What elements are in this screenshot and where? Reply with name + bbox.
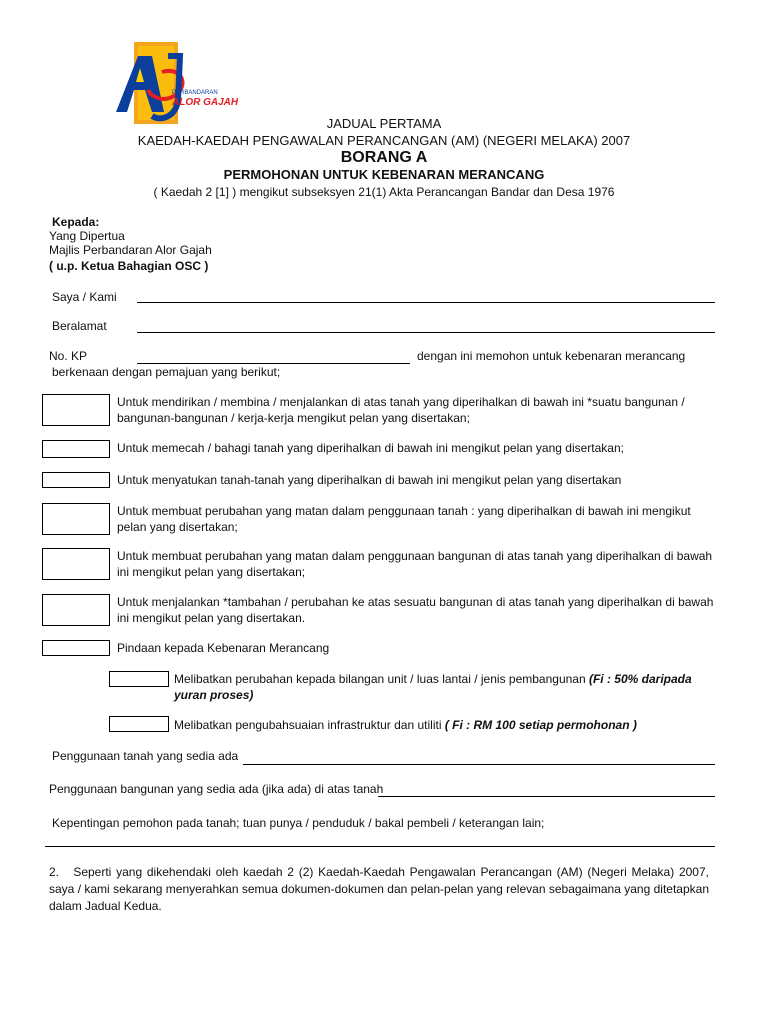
form-heading: PERMOHONAN UNTUK KEBENARAN MERANCANG — [223, 167, 545, 182]
recipient-line3: ( u.p. Ketua Bahagian OSC ) — [49, 259, 209, 273]
ic-number-continuation: berkenaan dengan pemajuan yang berikut; — [52, 365, 281, 379]
form-title: BORANG A — [340, 149, 428, 166]
recipient-line1: Yang Dipertua — [49, 229, 125, 243]
existing-land-use-label: Penggunaan tanah yang sedia ada — [52, 749, 239, 763]
form-subtitle: ( Kaedah 2 [1] ) mengikut subseksyen 21(1) Akta Perancangan Bandar dan Desa 1976 — [153, 185, 615, 199]
option-text-5: Untuk membuat perubahan yang matan dalam penggunaan bangunan di atas tanah yang diperihalkan di bawah ini mengikut pelan yang disertakan; — [117, 549, 713, 579]
recipient-line2: Majlis Perbandaran Alor Gajah — [49, 243, 212, 257]
address-label: Beralamat — [52, 319, 107, 333]
sub-option-2 — [174, 717, 734, 733]
option-checkbox-7[interactable] — [42, 640, 110, 656]
existing-land-use-field[interactable] — [243, 764, 715, 765]
sub-option-2-fee: ( Fi : RM 100 setiap permohonan ) — [444, 718, 637, 732]
option-checkbox-4[interactable] — [42, 503, 110, 535]
logo-text-line1: PERBANDARAN — [172, 90, 218, 96]
rules-title: KAEDAH-KAEDAH PENGAWALAN PERANCANGAN (AM) (NEGERI MELAKA) 2007 — [137, 133, 631, 148]
existing-building-use-field[interactable] — [378, 796, 715, 797]
existing-building-use-label: Penggunaan bangunan yang sedia ada (jika ada) di atas tanah — [49, 782, 384, 796]
schedule-title: JADUAL PERTAMA — [326, 116, 442, 131]
option-checkbox-6[interactable] — [42, 594, 110, 626]
sub-option-1-fee: (Fi : 50% daripada yuran proses) — [174, 672, 692, 702]
logo-text-line2: ALOR GAJAH — [172, 97, 239, 108]
option-text-4: Untuk membuat perubahan yang matan dalam penggunaan tanah : yang diperihalkan di bawah ini mengikut pelan yang disertakan; — [117, 504, 691, 534]
sub-option-1-text: Melibatkan perubahan kepada bilangan unit / luas lantai / jenis pembangunan — [174, 672, 586, 686]
ic-number-suffix: dengan ini memohon untuk kebenaran merancang — [417, 349, 686, 363]
paragraph-2 — [49, 864, 709, 915]
option-text-7: Pindaan kepada Kebenaran Merancang — [117, 641, 330, 655]
option-text-2: Untuk memecah / bahagi tanah yang diperihalkan di bawah ini mengikut pelan yang disertakan; — [117, 441, 624, 455]
sub-option-checkbox-1[interactable] — [109, 671, 169, 687]
option-text-6: Untuk menjalankan *tambahan / perubahan ke atas sesuatu bangunan di atas tanah yang diperihalkan di bawah ini mengikut pelan yang disertakan. — [117, 595, 714, 625]
sub-option-2-text: Melibatkan pengubahsuaian infrastruktur dan utiliti — [174, 718, 442, 732]
address-field[interactable] — [137, 332, 715, 333]
option-text-3: Untuk menyatukan tanah-tanah yang diperihalkan di bawah ini mengikut pelan yang disertakan — [117, 473, 622, 487]
sub-option-checkbox-2[interactable] — [109, 716, 169, 732]
applicant-interest-label: Kepentingan pemohon pada tanah; tuan punya / penduduk / bakal pembeli / keterangan lain; — [52, 816, 545, 830]
applicant-name-label: Saya / Kami — [52, 290, 117, 304]
paragraph-2-text: Seperti yang dikehendaki oleh kaedah 2 (2) Kaedah-Kaedah Pengawalan Perancangan (AM) (Negeri Melaka) 2007, saya / kami sekarang menyerahkan semua dokumen-dokumen dan pelan-pelan yang relevan sebagaimana yang ditetapkan dalam Jadual Kedua. — [49, 865, 709, 913]
option-checkbox-5[interactable] — [42, 548, 110, 580]
sub-option-1 — [174, 671, 694, 703]
paragraph-2-number: 2. — [49, 865, 60, 879]
ic-number-label: No. KP — [49, 349, 88, 363]
applicant-name-field[interactable] — [137, 302, 715, 303]
applicant-interest-field[interactable] — [45, 846, 715, 847]
option-checkbox-1[interactable] — [42, 394, 110, 426]
recipient-label: Kepada: — [52, 215, 100, 229]
option-text-1: Untuk mendirikan / membina / menjalankan di atas tanah yang diperihalkan di bawah ini *suatu bangunan / bangunan-bangunan / kerja-kerja mengikut pelan yang disertakan; — [117, 395, 685, 425]
option-checkbox-2[interactable] — [42, 440, 110, 458]
option-checkbox-3[interactable] — [42, 472, 110, 488]
